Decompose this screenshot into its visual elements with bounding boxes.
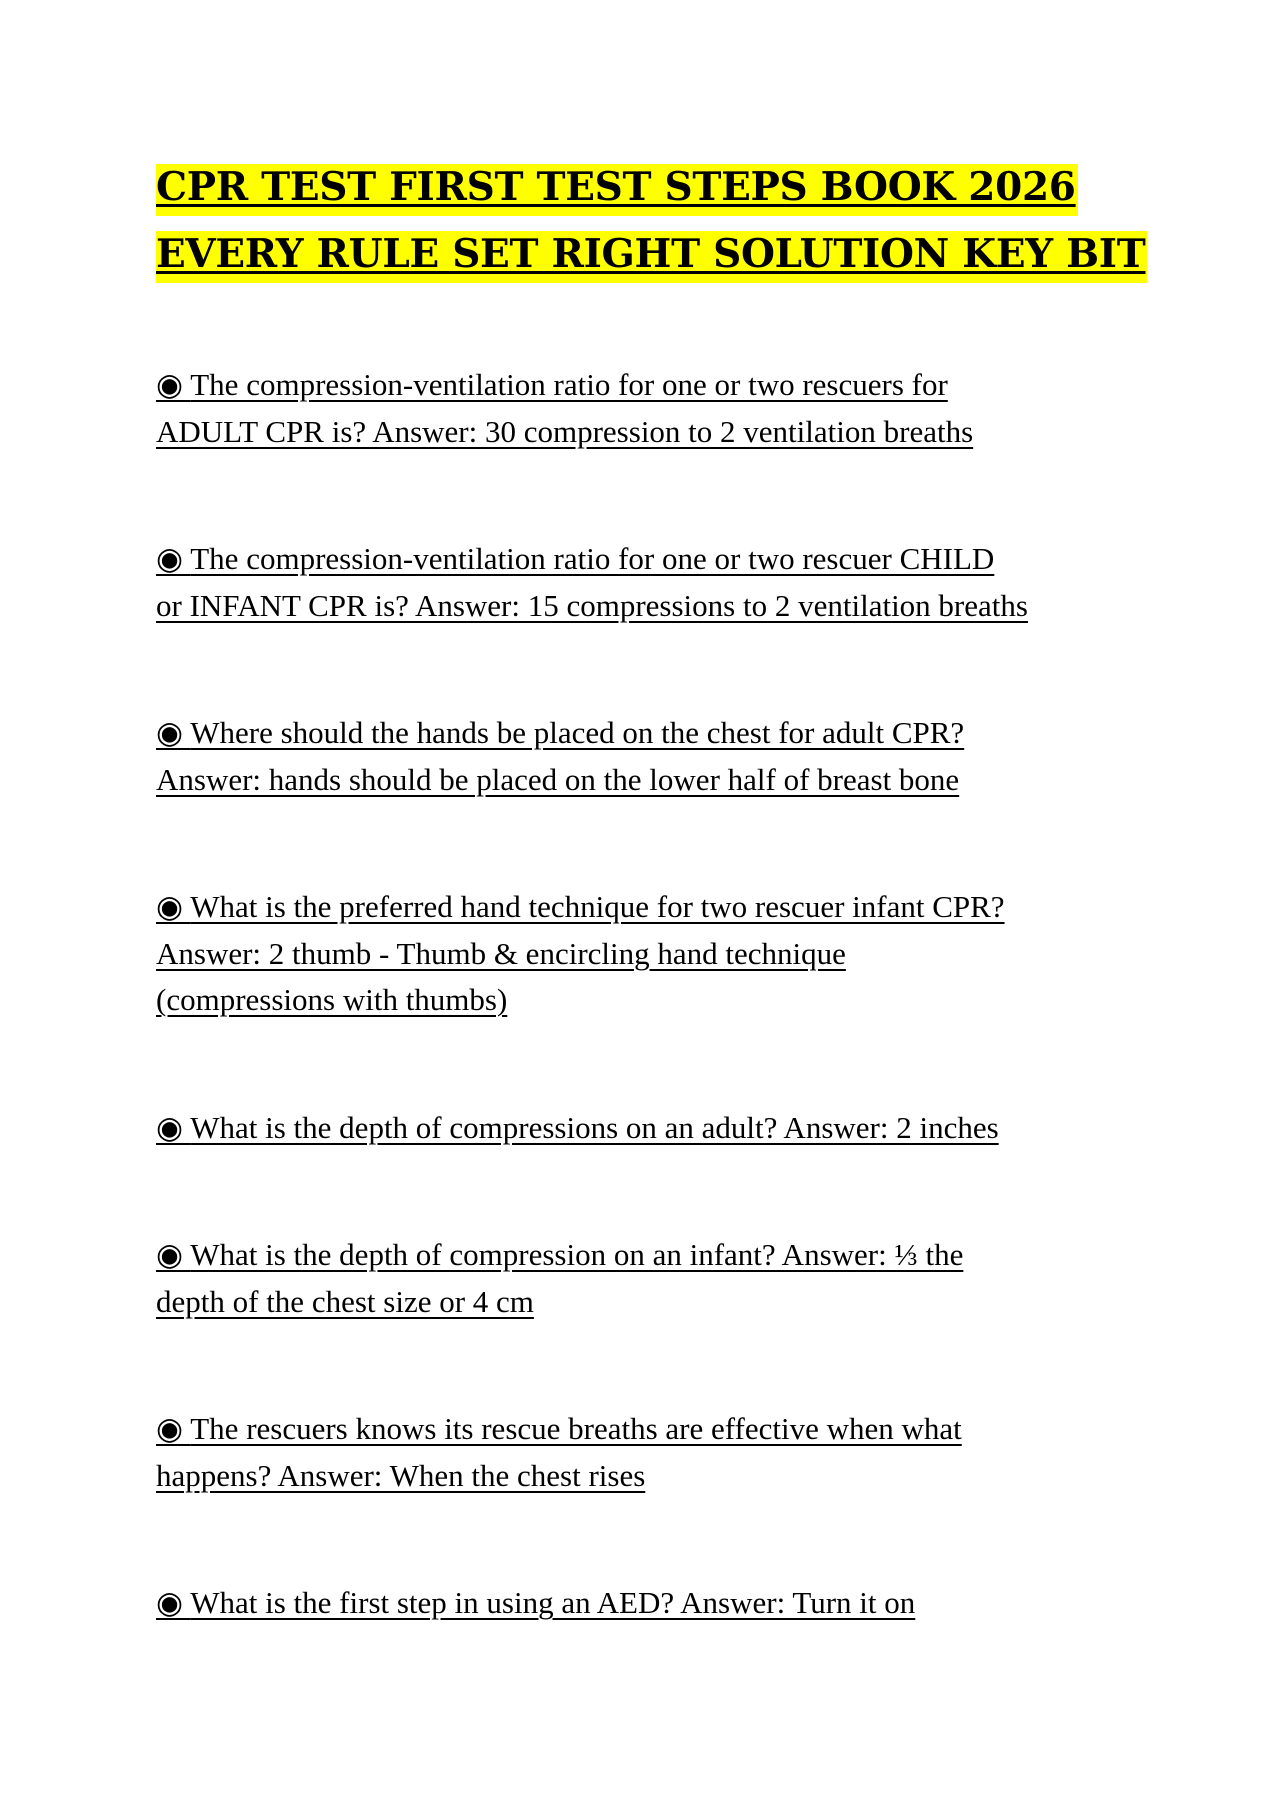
qa-item-6 <box>156 1232 1136 1325</box>
radio-bullet-icon: ◉ <box>156 367 191 402</box>
radio-bullet-icon: ◉ <box>156 889 191 924</box>
title-line-1: CPR TEST FIRST TEST STEPS BOOK 2026 <box>156 164 1078 216</box>
qa-text: Where should the hands be placed on the chest for adult CPR? Answer: hands should be placed on the lower half of breast bone <box>156 715 965 797</box>
qa-item-3 <box>156 710 1136 803</box>
radio-bullet-icon: ◉ <box>156 1109 191 1145</box>
radio-bullet-icon: ◉ <box>156 1237 191 1272</box>
radio-bullet-icon: ◉ <box>156 715 191 750</box>
question-answer-list <box>156 362 1136 1708</box>
qa-item-2 <box>156 536 1136 629</box>
qa-text: What is the depth of compression on an infant? Answer: ⅓ the depth of the chest size or 4 cm <box>156 1237 964 1319</box>
qa-item-1 <box>156 362 1136 455</box>
qa-text: What is the depth of compressions on an adult? Answer: 2 inches <box>190 1109 999 1145</box>
qa-item-5 <box>156 1105 1136 1152</box>
qa-text: The rescuers knows its rescue breaths are effective when what happens? Answer: When the chest rises <box>156 1411 962 1493</box>
qa-text: The compression-ventilation ratio for one or two rescuers for ADULT CPR is? Answer: 30 compression to 2 ventilation breaths <box>156 367 974 449</box>
qa-item-4 <box>156 884 1136 1024</box>
qa-item-7 <box>156 1406 1136 1499</box>
qa-item-8 <box>156 1580 1136 1627</box>
qa-text: What is the preferred hand technique for two rescuer infant CPR? Answer: 2 thumb - Thumb & encircling hand technique (compressions with thumbs) <box>156 889 1005 1017</box>
radio-bullet-icon: ◉ <box>156 541 191 576</box>
title-line-2: EVERY RULE SET RIGHT SOLUTION KEY BIT <box>156 231 1147 283</box>
qa-text: What is the first step in using an AED? Answer: Turn it on <box>190 1585 916 1620</box>
qa-text: The compression-ventilation ratio for one or two rescuer CHILD or INFANT CPR is? Answer: 15 compressions to 2 ventilation breaths <box>156 541 1028 623</box>
radio-bullet-icon: ◉ <box>156 1411 191 1446</box>
radio-bullet-icon: ◉ <box>156 1585 191 1620</box>
document-title <box>156 154 1156 288</box>
